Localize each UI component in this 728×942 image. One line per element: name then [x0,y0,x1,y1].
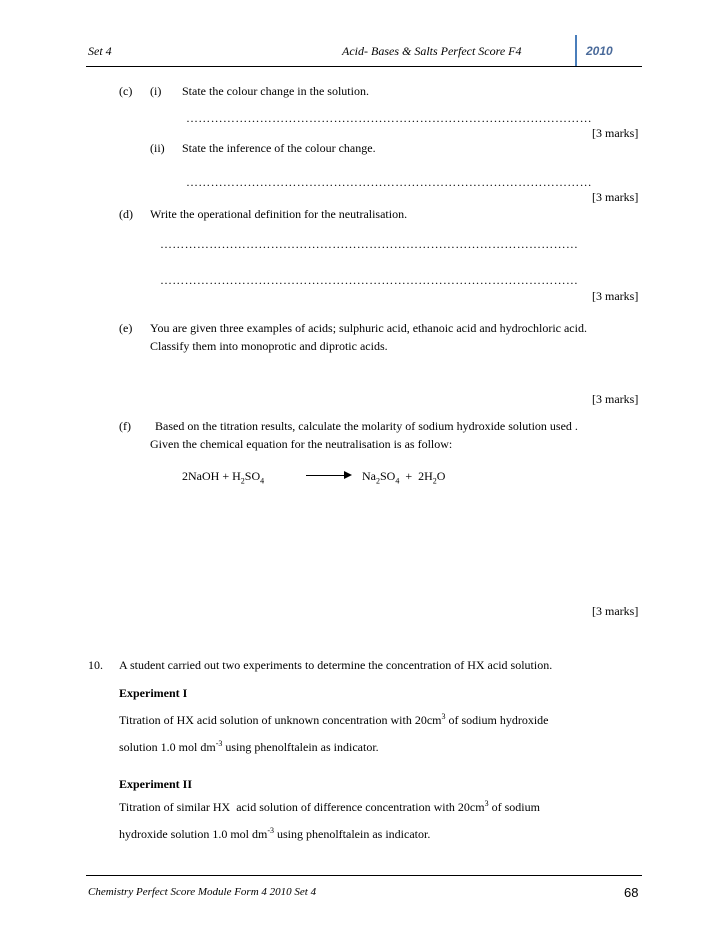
footer-title: Chemistry Perfect Score Module Form 4 2010 Set 4 [88,886,317,898]
marks-label: [3 marks] [592,190,639,204]
header-set-label: Set 4 [88,44,112,58]
experiment-2-title: Experiment II [119,777,192,791]
marks-label: [3 marks] [592,289,639,303]
question-c-label: (c) [119,84,133,98]
header-divider [575,35,577,67]
question-c-ii-text: State the inference of the colour change. [182,141,376,155]
question-d-text: Write the operational definition for the neutralisation. [150,207,408,221]
header-year: 2010 [586,44,613,58]
question-10-number: 10. [88,658,103,672]
question-c-ii-label: (ii) [150,141,165,155]
question-f-label: (f) [119,419,131,433]
question-f-line2: Given the chemical equation for the neutralisation is as follow: [150,437,453,451]
answer-line: ………………………………………………………………………………………… [160,237,579,251]
question-d-label: (d) [119,207,133,221]
question-e-line1: You are given three examples of acids; sulphuric acid, ethanoic acid and hydrochloric acid. [150,321,587,335]
footer-rule [86,875,642,876]
reaction-arrow-head [344,471,352,479]
experiment-2-line1: Titration of similar HX acid solution of difference concentration with $20cm^3$ of sodium [119,799,540,814]
marks-label: [3 marks] [592,604,639,618]
header-rule [86,66,642,67]
experiment-2-line2: hydroxide solution 1.0 mol $dm^{-3}$ using phenolftalein as indicator. [119,826,431,841]
equation-products: $Na_2SO_4 + 2H_2O$ [362,469,446,486]
answer-line: ………………………………………………………………………………………… [160,273,579,287]
marks-label: [3 marks] [592,126,639,140]
question-e-label: (e) [119,321,133,335]
reaction-arrow [306,475,348,476]
experiment-1-line2: solution 1.0 mol $dm^{-3}$ using phenolftalein as indicator. [119,739,379,754]
equation-reactants: 2NaOH + $H_2SO_4$ [182,469,265,486]
question-10-intro: A student carried out two experiments to determine the concentration of HX acid solution. [119,658,553,672]
answer-line: ……………………………………………………………………………………… [186,111,592,125]
question-c-i-text: State the colour change in the solution. [182,84,369,98]
question-e-line2: Classify them into monoprotic and diprotic acids. [150,339,388,353]
page-number: 68 [624,885,639,900]
question-c-i-label: (i) [150,84,162,98]
answer-line: ……………………………………………………………………………………… [186,175,592,189]
header-title: Acid- Bases & Salts Perfect Score F4 [342,44,522,58]
marks-label: [3 marks] [592,392,639,406]
experiment-1-line1: Titration of HX acid solution of unknown concentration with $20cm^3$ of sodium hydroxide [119,712,549,727]
question-f-line1: Based on the titration results, calculate the molarity of sodium hydroxide solution used . [155,419,578,433]
experiment-1-title: Experiment I [119,686,188,700]
